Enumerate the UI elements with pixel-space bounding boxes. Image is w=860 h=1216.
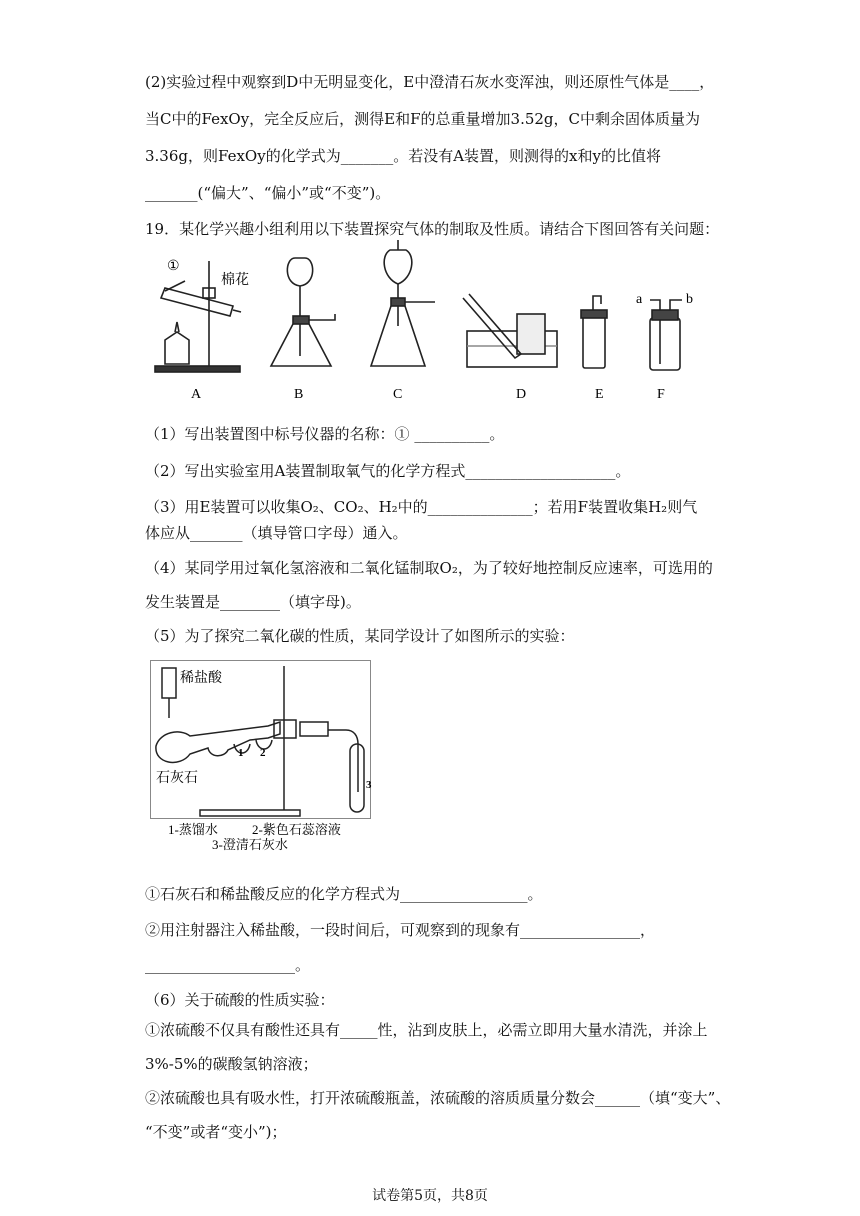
apparatus-figure-af [145, 236, 705, 406]
q19-part6-2-line2: “不变”或者“变小”)； [145, 1123, 287, 1141]
label-1: 1 [238, 747, 244, 759]
apparatus-e [581, 296, 607, 368]
q19-part3-line2: 体应从_______（填导管口字母）通入。 [145, 524, 408, 542]
caption-f: F [657, 387, 665, 402]
q19-part2: （2）写出实验室用A装置制取氧气的化学方程式____________________。 [145, 462, 631, 480]
label-circle-1: ① [167, 259, 180, 274]
q19-intro: 19．某化学兴趣小组利用以下装置探究气体的制取及性质。请结合下图回答有关问题： [145, 220, 720, 238]
q19-part5-2-line1: ②用注射器注入稀盐酸，一段时间后，可观察到的现象有________________， [145, 921, 656, 939]
caption-c: C [393, 387, 403, 402]
q19-part4-line2: 发生装置是________（填字母)。 [145, 593, 361, 611]
caption-a: A [191, 387, 202, 402]
q19-part6-1-line1: ①浓硫酸不仅具有酸性还具有_____性，沾到皮肤上，必需立即用大量水清洗，并涂上 [145, 1021, 708, 1039]
apparatus-d [463, 294, 557, 367]
legend-distilled-water: 1-蒸馏水 [168, 822, 218, 837]
q19-part4-line1: （4）某同学用过氧化氢溶液和二氧化锰制取O₂，为了较好地控制反应速率，可选用的 [145, 559, 713, 577]
caption-d: D [516, 387, 527, 402]
label-3: 3 [366, 779, 372, 791]
label-2: 2 [260, 747, 266, 759]
q19-part3-line1: （3）用E装置可以收集O₂、CO₂、H₂中的______________；若用F装置收集H₂则气 [145, 498, 698, 516]
q19-part5: （5）为了探究二氧化碳的性质，某同学设计了如图所示的实验： [145, 627, 575, 645]
label-dilute-hcl: 稀盐酸 [180, 671, 222, 686]
label-limestone: 石灰石 [156, 771, 198, 786]
apparatus-c [371, 240, 435, 366]
page-footer: 试卷第5页，共8页 [372, 1188, 488, 1204]
q19-part6-1-line2: 3%-5%的碳酸氢钠溶液； [145, 1055, 318, 1073]
label-b: b [686, 292, 693, 307]
q18-line-1: (2)实验过程中观察到D中无明显变化，E中澄清石灰水变浑浊，则还原性气体是____， [145, 73, 715, 91]
caption-e: E [595, 387, 604, 402]
legend-litmus: 2-紫色石蕊溶液 [252, 822, 341, 837]
q19-part6: （6）关于硫酸的性质实验： [145, 991, 335, 1009]
q19-part1: （1）写出装置图中标号仪器的名称：① __________。 [145, 425, 505, 443]
legend-limewater: 3-澄清石灰水 [212, 837, 288, 852]
q18-line-4: _______(“偏大”、“偏小”或“不变”)。 [145, 184, 391, 202]
q19-part5-1: ①石灰石和稀盐酸反应的化学方程式为_________________。 [145, 885, 543, 903]
label-a: a [636, 292, 643, 307]
q19-part6-2-line1: ②浓硫酸也具有吸水性，打开浓硫酸瓶盖，浓硫酸的溶质质量分数会______（填“变大”、 [145, 1089, 731, 1107]
q18-line-3: 3.36g，则FexOy的化学式为_______。若没有A装置，则测得的x和y的比值将 [145, 147, 661, 165]
apparatus-b [271, 258, 335, 366]
q19-part5-2-line2: ____________________。 [145, 956, 311, 974]
label-cotton: 棉花 [221, 273, 249, 288]
co2-experiment-figure [150, 660, 372, 852]
caption-b: B [294, 387, 304, 402]
q18-line-2: 当C中的FexOy，完全反应后，测得E和F的总重量增加3.52g，C中剩余固体质量为 [145, 110, 701, 128]
apparatus-f [650, 300, 682, 370]
